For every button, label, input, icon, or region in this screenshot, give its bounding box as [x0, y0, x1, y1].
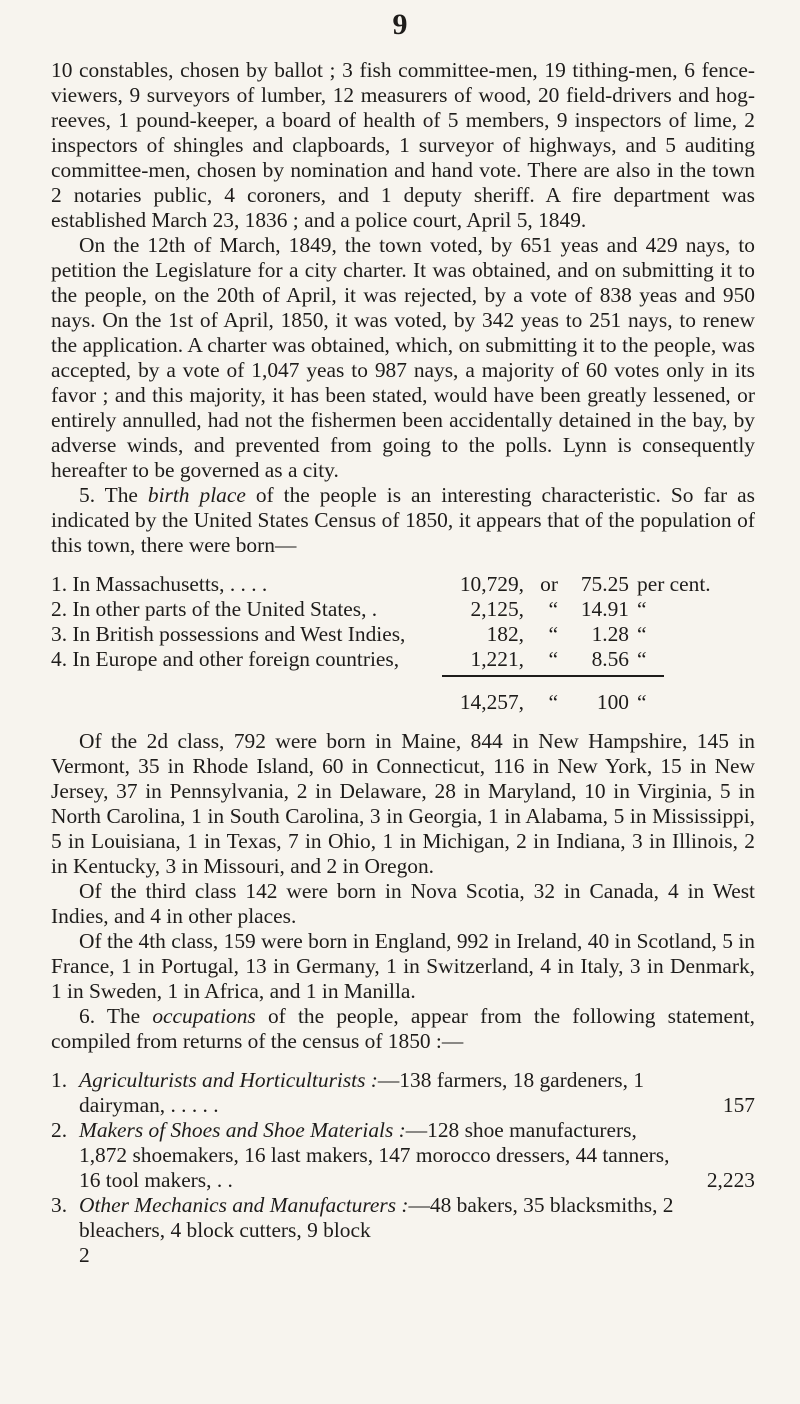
text-segment: of the people is an interesting characteristic. So far as indicated by the United States Census of 1850, it appears that of the population of this town, there were born—	[51, 483, 755, 557]
paragraph-city-charter: On the 12th of March, 1849, the town voted, by 651 yeas and 429 nays, to petition the Legislature for a city charter. It was obtained, and on submitting it to the people, on the 20th of April, it was rejected, by a vote of 838 yeas and 950 nays. On the 1st of April, 1850, it was voted, by 342 yeas to 251 nays, to renew the application. A charter was obtained, which, on submitting it to the people, was accepted, by a vote of 1,047 yeas to 987 nays, a majority of 60 votes only in its favor ; and this majority, it has been stated, would have been greatly lessened, or entirely annulled, had not the fishermen been accidentally detained in the bay, by adverse winds, and prevented from going to the polls. Lynn is consequently hereafter to be governed as a city.	[51, 233, 755, 482]
item-text: —138 farmers, 18 gardeners, 1 dairyman, . . . . .	[79, 1068, 645, 1117]
page-number: 9	[392, 8, 408, 41]
row-label: 1. In Massachusetts, . . . .	[51, 572, 268, 596]
paragraph-occupations	[51, 1004, 755, 1054]
total-or: “	[548, 690, 558, 714]
list-item	[51, 1118, 755, 1193]
row-percent: 14.91	[580, 597, 629, 621]
total-count: 14,257,	[459, 690, 524, 714]
table-total-row	[51, 690, 755, 715]
item-total: 157	[722, 1093, 755, 1117]
body-text	[51, 58, 755, 1268]
item-text: —128 shoe manufacturers, 1,872 shoemakers, 16 last makers, 147 morocco dressers, 44 tanners, 16 tool makers, . .	[79, 1118, 670, 1192]
row-or: or	[540, 572, 558, 596]
row-unit: “	[637, 647, 647, 671]
table-row	[51, 622, 755, 647]
occupations-list	[51, 1068, 755, 1268]
row-percent: 1.28	[591, 622, 629, 646]
paragraph-fourth-class: Of the 4th class, 159 were born in England, 992 in Ireland, 40 in Scotland, 5 in France, 1 in Portugal, 13 in Germany, 1 in Switzerland, 4 in Italy, 3 in Denmark, 1 in Sweden, 1 in Africa, and 1 in Manilla.	[51, 929, 755, 1003]
row-unit: “	[637, 622, 647, 646]
list-item	[51, 1068, 755, 1118]
paragraph-birth-place	[51, 483, 755, 558]
row-label: 2. In other parts of the United States, .	[51, 597, 378, 621]
item-number: 1.	[51, 1068, 68, 1092]
total-unit: “	[637, 690, 647, 714]
row-or: “	[548, 622, 558, 646]
row-count: 10,729,	[459, 572, 524, 596]
item-title: Makers of Shoes and Shoe Materials :	[79, 1118, 406, 1142]
row-count: 182,	[486, 622, 524, 646]
row-percent: 8.56	[591, 647, 629, 671]
item-title: Agriculturists and Horticulturists :	[79, 1068, 378, 1092]
item-total: 2,223	[706, 1168, 755, 1192]
row-or: “	[548, 597, 558, 621]
rule-line	[442, 675, 664, 678]
total-percent: 100	[596, 690, 629, 714]
item-text: —48 bakers, 35 blacksmiths, 2 bleachers, 4 block cutters, 9 block	[79, 1193, 674, 1242]
text-segment: 6. The	[79, 1004, 153, 1028]
paragraph-third-class: Of the third class 142 were born in Nova Scotia, 32 in Canada, 4 in West Indies, and 4 in other places.	[51, 879, 755, 928]
emphasis-birth-place: birth place	[147, 483, 246, 507]
total-rule	[51, 672, 755, 678]
row-percent: 75.25	[580, 572, 629, 596]
emphasis-occupations: occupations	[152, 1004, 256, 1028]
text-segment: of the people, appear from the following statement, compiled from returns of the census of 1850 :—	[51, 1004, 756, 1053]
total-label-spacer	[51, 690, 442, 715]
paragraph-town-officers: 10 constables, chosen by ballot ; 3 fish committee-men, 19 tithing-men, 6 fence-viewers, 9 surveyors of lumber, 12 measurers of wood, 20 field-drivers and hog-reeves, 1 pound-keeper, a board of health of 5 members, 9 inspectors of lime, 2 inspectors of shingles and clapboards, 1 surveyor of highways, and 5 auditing committee-men, chosen by nomination and hand vote. There are also in the town 2 notaries public, 4 coroners, and 1 deputy sheriff. A fire department was established March 23, 1836 ; and a police court, April 5, 1849.	[51, 58, 755, 232]
catchword: 2	[79, 1243, 90, 1267]
table-row	[51, 647, 755, 672]
item-title: Other Mechanics and Manufacturers :	[79, 1193, 409, 1217]
row-label: 4. In Europe and other foreign countries,	[51, 647, 400, 671]
row-unit: per cent.	[637, 572, 711, 596]
table-row	[51, 572, 755, 597]
birth-place-table	[51, 572, 755, 715]
list-item	[51, 1193, 755, 1243]
text-segment: 5. The	[79, 483, 148, 507]
row-count: 2,125,	[470, 597, 524, 621]
row-label: 3. In British possessions and West Indies,	[51, 622, 406, 646]
paragraph-second-class: Of the 2d class, 792 were born in Maine, 844 in New Hampshire, 145 in Vermont, 35 in Rhode Island, 60 in Connecticut, 116 in New York, 15 in New Jersey, 37 in Pennsylvania, 2 in Delaware, 28 in Maryland, 10 in Virginia, 5 in North Carolina, 1 in South Carolina, 3 in Georgia, 1 in Alabama, 5 in Mississippi, 5 in Louisiana, 1 in Texas, 7 in Ohio, 1 in Michigan, 2 in Indiana, 3 in Illinois, 2 in Kentucky, 3 in Missouri, and 2 in Oregon.	[51, 729, 755, 878]
row-count: 1,221,	[470, 647, 524, 671]
table-row	[51, 597, 755, 622]
item-number: 2.	[51, 1118, 68, 1142]
item-number: 3.	[51, 1193, 68, 1217]
row-or: “	[548, 647, 558, 671]
row-unit: “	[637, 597, 647, 621]
